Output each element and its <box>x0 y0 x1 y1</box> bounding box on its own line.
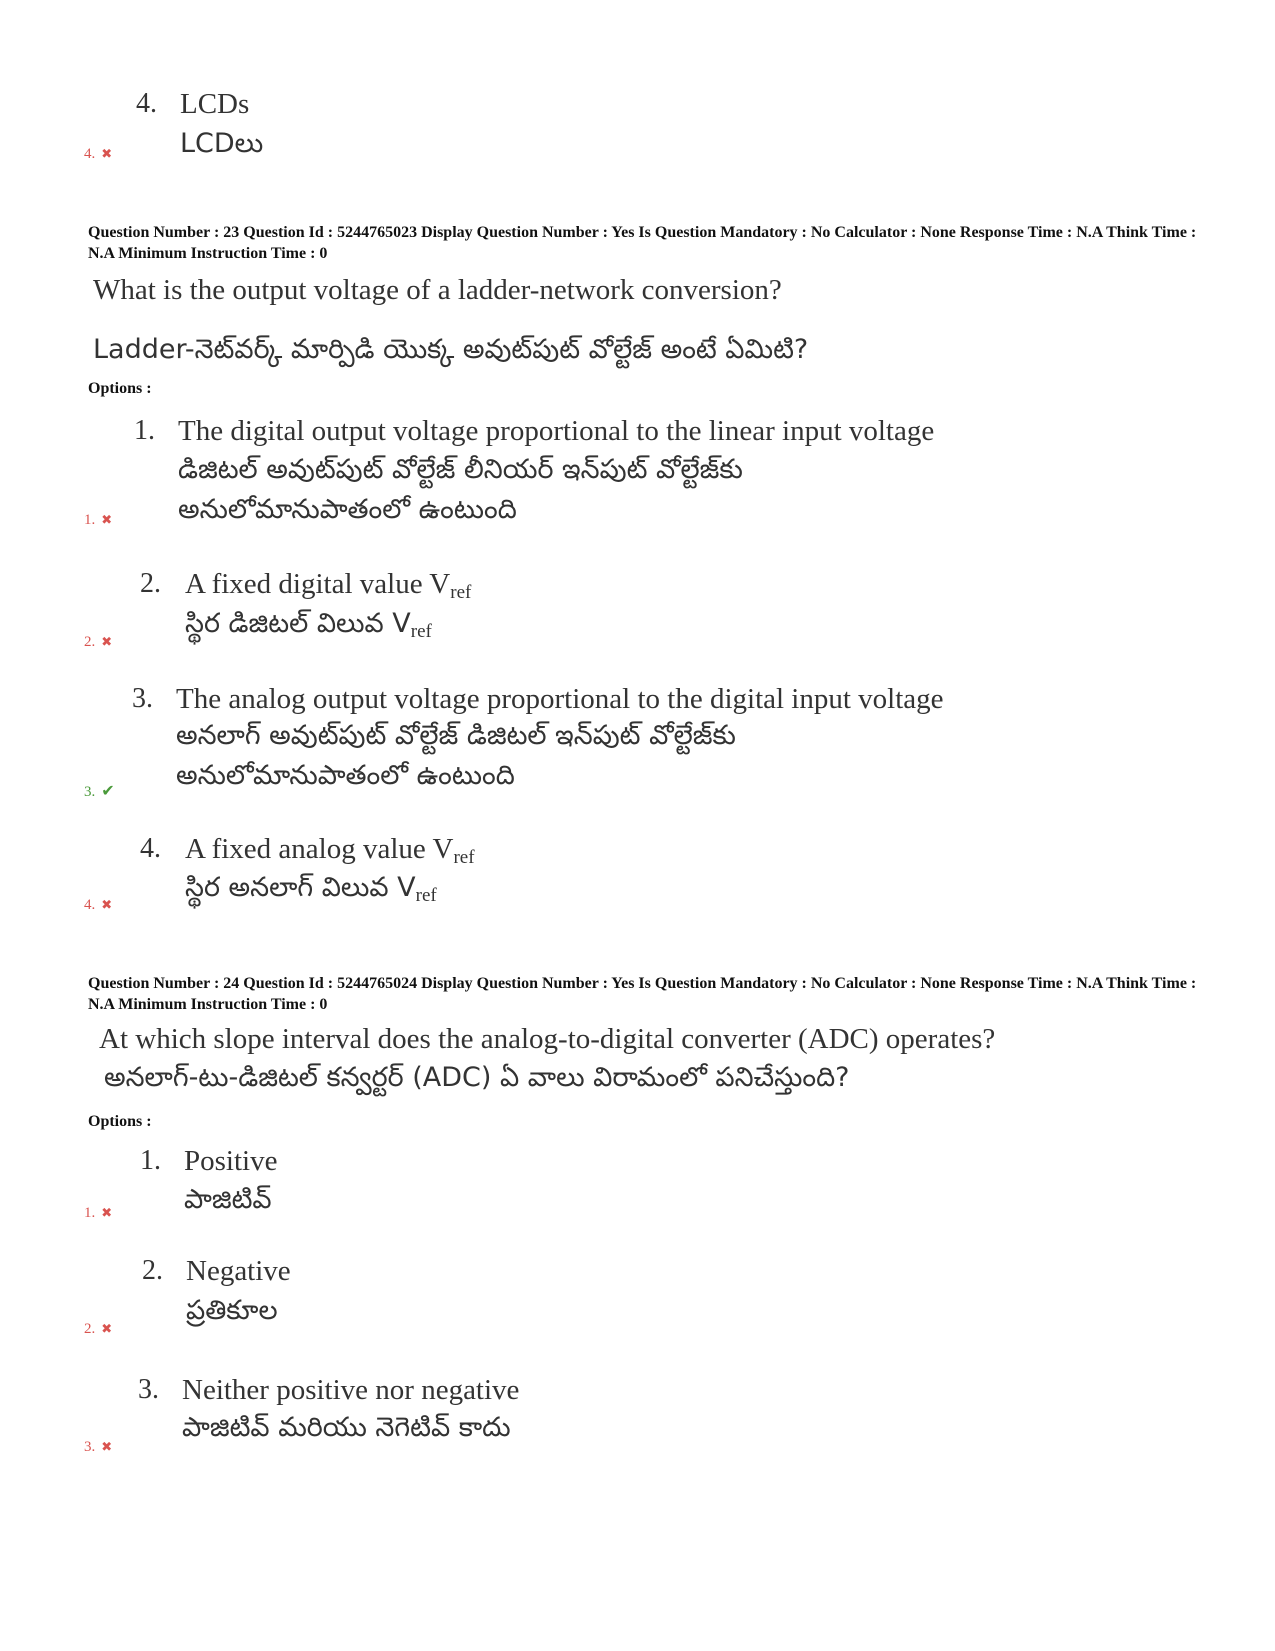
option-text-te: స్థిర డిజిటల్ విలువ $V_{ref}$ <box>185 608 432 642</box>
option-text-en: LCDs <box>180 88 250 120</box>
options-label: Options : <box>88 380 152 397</box>
option-text-te: అనలాగ్ అవుట్‌పుట్ వోల్టేజ్ డిజిటల్ ఇన్‌పుట్ వోల్టేజ్‌కు <box>176 720 736 751</box>
check-icon: ✔ <box>101 781 115 800</box>
cross-icon: ✖ <box>101 1322 113 1337</box>
option-text-te: పాజిటివ్ <box>184 1184 272 1215</box>
option-mark-wrong: 1. ✖ <box>84 512 113 528</box>
question-meta: Question Number : 23 Question Id : 5244765023 Display Question Number : Yes Is Question Mandatory : No Calculator : None Response Time : N.A Think Time : N.A Minimum Instruction Time : 0 <box>88 224 1197 262</box>
option-mark-wrong: 3. ✖ <box>84 1439 113 1455</box>
option-text-en: The analog output voltage proportional to the digital input voltage <box>176 683 944 715</box>
cross-icon: ✖ <box>101 513 113 528</box>
option-number: 4. <box>140 833 161 864</box>
option-text-te: డిజిటల్ అవుట్‌పుట్ వోల్టేజ్ లీనియర్ ఇన్‌పుట్ వోల్టేజ్‌కు <box>178 454 743 485</box>
cross-icon: ✖ <box>101 1440 113 1455</box>
option-text-en: Neither positive nor negative <box>182 1374 520 1406</box>
option-mark-wrong: 1. ✖ <box>84 1205 113 1221</box>
cross-icon: ✖ <box>101 898 113 913</box>
question-text-te: అనలాగ్-టు-డిజిటల్ కన్వర్టర్ (ADC) ఏ వాలు విరామంలో పనిచేస్తుంది? <box>104 1062 850 1093</box>
question-text-en: At which slope interval does the analog-to-digital converter (ADC) operates? <box>99 1023 996 1055</box>
option-text-te: అనులోమానుపాతంలో ఉంటుంది <box>176 760 515 791</box>
option-mark-wrong: 2. ✖ <box>84 634 113 650</box>
option-mark-wrong: 4. ✖ <box>84 146 113 162</box>
option-mark-correct: 3. ✔ <box>84 781 115 800</box>
option-mark-wrong: 4. ✖ <box>84 897 113 913</box>
option-number: 2. <box>140 568 161 599</box>
option-number: 4. <box>136 88 157 119</box>
option-text-en: The digital output voltage proportional to the linear input voltage <box>178 415 935 447</box>
question-text-en: What is the output voltage of a ladder-network conversion? <box>93 274 782 306</box>
option-text-te: పాజిటివ్ మరియు నెగెటివ్ కాదు <box>182 1412 511 1443</box>
cross-icon: ✖ <box>101 147 113 162</box>
option-number: 2. <box>142 1255 163 1286</box>
option-mark-wrong: 2. ✖ <box>84 1321 113 1337</box>
question-text-te: Ladder-నెట్‌వర్క్ మార్పిడి యొక్క అవుట్‌పుట్ వోల్టేజ్ అంటే ఏమిటి? <box>93 334 809 365</box>
option-number: 1. <box>134 415 155 446</box>
cross-icon: ✖ <box>101 1206 113 1221</box>
option-text-te: ప్రతికూల <box>186 1295 278 1326</box>
option-text-te: LCDలు <box>180 128 264 159</box>
option-number: 3. <box>138 1374 159 1405</box>
option-number: 3. <box>132 683 153 714</box>
option-text-en: A fixed analog value $V_{ref}$ <box>185 833 475 868</box>
question-meta: Question Number : 24 Question Id : 5244765024 Display Question Number : Yes Is Question Mandatory : No Calculator : None Response Time : N.A Think Time : N.A Minimum Instruction Time : 0 <box>88 975 1197 1013</box>
option-text-en: A fixed digital value $V_{ref}$ <box>185 568 472 603</box>
option-text-en: Positive <box>184 1145 278 1177</box>
options-label: Options : <box>88 1113 152 1130</box>
option-text-en: Negative <box>186 1255 291 1287</box>
cross-icon: ✖ <box>101 635 113 650</box>
option-text-te: స్థిర అనలాగ్ విలువ $V_{ref}$ <box>185 872 437 906</box>
option-text-te: అనులోమానుపాతంలో ఉంటుంది <box>178 494 517 525</box>
option-number: 1. <box>140 1145 161 1176</box>
